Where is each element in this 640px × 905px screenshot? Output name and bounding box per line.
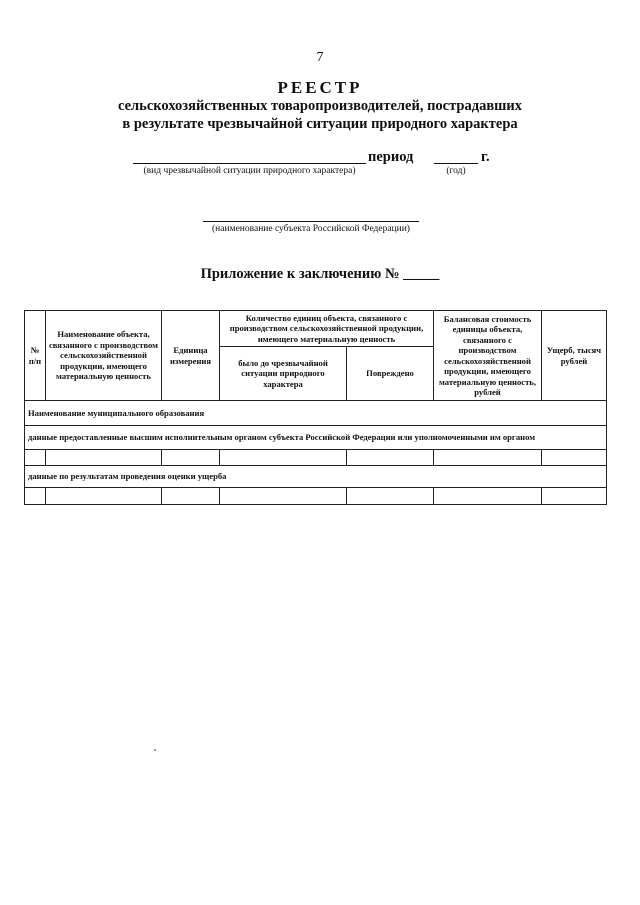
table-cell (46, 488, 162, 505)
table-cell (162, 450, 220, 466)
section-municipal: Наименование муниципального образования (25, 401, 607, 426)
table-cell (347, 488, 434, 505)
header-damage: Ущерб, тысяч рублей (542, 311, 607, 401)
year-suffix: г. (481, 149, 490, 165)
registry-table (24, 310, 607, 505)
year-blank (434, 163, 478, 164)
header-quantity-damaged: Повреждено (347, 347, 434, 401)
year-caption: (год) (446, 166, 466, 176)
table-cell (25, 488, 46, 505)
appendix-label: Приложение к заключению № _____ (200, 266, 440, 282)
header-unit: Единица измерения (162, 311, 220, 401)
section-assessment-data: данные по результатам проведения оценки ущерба (25, 466, 607, 488)
table-row (25, 488, 607, 505)
table-cell (434, 488, 542, 505)
table-cell (434, 450, 542, 466)
table-cell (220, 488, 347, 505)
subject-caption: (наименование субъекта Российской Федерации) (212, 224, 410, 234)
table-cell (220, 450, 347, 466)
header-balance-value: Балансовая стоимость единицы объекта, связанного с производством сельскохозяйственной продукции, имеющего материальную ценность, рублей (434, 311, 542, 401)
document-subtitle-line-2: в результате чрезвычайной ситуации природного характера (122, 116, 518, 132)
page-number: 7 (316, 50, 324, 65)
emergency-type-caption: (вид чрезвычайной ситуации природного характера) (143, 166, 356, 176)
emergency-type-blank (133, 163, 366, 164)
header-quantity-group: Количество единиц объекта, связанного с производством сельскохозяйственной продукции, имеющего материальную ценность (220, 311, 434, 347)
table-cell (542, 450, 607, 466)
header-number: № п/п (25, 311, 46, 401)
document-subtitle-line-1: сельскохозяйственных товаропроизводителей, пострадавших (117, 98, 522, 114)
section-official-data: данные предоставленные высшим исполнительным органом субъекта Российской Федерации или уполномоченными им органом (25, 426, 607, 450)
header-object-name: Наименование объекта, связанного с производством сельскохозяйственной продукции, имеющего материальную ценность (46, 311, 162, 401)
table-cell (25, 450, 46, 466)
subject-blank (203, 221, 419, 222)
table-cell (46, 450, 162, 466)
header-quantity-before: было до чрезвычайной ситуации природного характера (220, 347, 347, 401)
table-row (25, 450, 607, 466)
table-cell (542, 488, 607, 505)
scan-speck (154, 749, 156, 751)
table-cell (347, 450, 434, 466)
table-cell (162, 488, 220, 505)
period-label: период (368, 149, 414, 165)
document-title: РЕЕСТР (277, 78, 363, 97)
